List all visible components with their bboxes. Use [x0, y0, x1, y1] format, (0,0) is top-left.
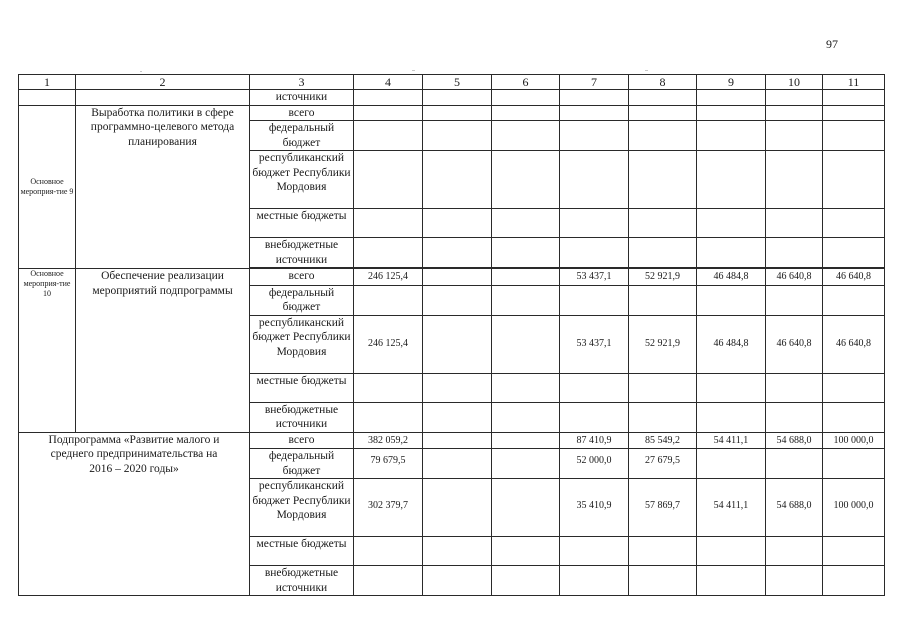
value-cell: 27 679,5 [629, 449, 697, 479]
col-header: 7 [560, 75, 629, 90]
cell [354, 566, 423, 596]
value-cell [766, 449, 823, 479]
cell [697, 373, 766, 402]
value-cell: 46 484,8 [697, 315, 766, 373]
col-header: 2 [76, 75, 250, 90]
cell [423, 121, 492, 151]
cell [823, 285, 885, 315]
cell [560, 566, 629, 596]
col-header: 1 [19, 75, 76, 90]
col-header: 10 [766, 75, 823, 90]
col-header: 9 [697, 75, 766, 90]
source-label: внебюджетные источники [250, 238, 354, 268]
source-label: федеральный бюджет [250, 285, 354, 315]
subprogram-name: Подпрограмма «Развитие малого и среднего предпринимательства на 2016 – 2020 годы» [19, 432, 250, 596]
scan-mark [412, 70, 415, 71]
cell [354, 151, 423, 209]
value-cell: 57 869,7 [629, 479, 697, 537]
cell [629, 209, 697, 238]
cell [823, 121, 885, 151]
cell [560, 121, 629, 151]
value-cell: 52 921,9 [629, 315, 697, 373]
cell [423, 238, 492, 268]
cell [823, 402, 885, 432]
cell [697, 402, 766, 432]
value-cell: 46 640,8 [823, 269, 885, 286]
value-cell: 54 411,1 [697, 432, 766, 449]
cell [697, 566, 766, 596]
cell [492, 285, 560, 315]
cell [19, 90, 76, 106]
source-label: федеральный бюджет [250, 121, 354, 151]
cell [492, 566, 560, 596]
value-cell: 53 437,1 [560, 269, 629, 286]
cell [423, 566, 492, 596]
budget-table [18, 74, 885, 596]
cell [354, 90, 423, 106]
scan-mark [645, 70, 648, 71]
source-label: республиканский бюджет Республики Мордовия [250, 151, 354, 209]
value-cell: 46 640,8 [766, 269, 823, 286]
source-label: местные бюджеты [250, 209, 354, 238]
col-header: 4 [354, 75, 423, 90]
cell [629, 566, 697, 596]
scan-mark [140, 71, 142, 72]
table-row [19, 90, 885, 106]
source-label: республиканский бюджет Республики Мордовия [250, 315, 354, 373]
value-cell [492, 269, 560, 286]
cell [492, 90, 560, 106]
source-label: федеральный бюджет [250, 449, 354, 479]
cell [354, 238, 423, 268]
cell [354, 105, 423, 121]
page-number: 97 [826, 37, 838, 51]
value-cell: 54 411,1 [697, 479, 766, 537]
cell [492, 151, 560, 209]
cell [423, 373, 492, 402]
cell [423, 209, 492, 238]
value-cell [423, 315, 492, 373]
value-cell [697, 449, 766, 479]
value-cell [423, 449, 492, 479]
value-cell: 382 059,2 [354, 432, 423, 449]
measure-9-label: Основное мероприя-тие 9 [19, 105, 76, 269]
cell [492, 537, 560, 566]
cell [354, 285, 423, 315]
value-cell: 54 688,0 [766, 479, 823, 537]
measure-9-name: Выработка политики в сфере программно-целевого метода планирования [76, 105, 250, 269]
cell [354, 209, 423, 238]
value-cell: 100 000,0 [823, 479, 885, 537]
cell [766, 402, 823, 432]
source-label: всего [250, 269, 354, 286]
cell [823, 238, 885, 268]
col-header: 3 [250, 75, 354, 90]
cell [629, 285, 697, 315]
value-cell [492, 449, 560, 479]
cell [354, 373, 423, 402]
value-cell: 100 000,0 [823, 432, 885, 449]
cell [423, 90, 492, 106]
cell [697, 90, 766, 106]
cell [354, 121, 423, 151]
cell [560, 151, 629, 209]
cell [492, 238, 560, 268]
value-cell: 52 000,0 [560, 449, 629, 479]
value-cell: 85 549,2 [629, 432, 697, 449]
cell [766, 121, 823, 151]
cell [766, 209, 823, 238]
table-row [19, 105, 885, 121]
cell [560, 238, 629, 268]
value-cell: 46 484,8 [697, 269, 766, 286]
source-label: всего [250, 105, 354, 121]
cell [423, 285, 492, 315]
header-row [19, 75, 885, 90]
cell [629, 238, 697, 268]
cell [823, 90, 885, 106]
col-header: 11 [823, 75, 885, 90]
cell [766, 151, 823, 209]
cell [766, 238, 823, 268]
cell [629, 90, 697, 106]
source-label: внебюджетные источники [250, 402, 354, 432]
cell [766, 566, 823, 596]
cell [354, 537, 423, 566]
cell [766, 90, 823, 106]
cell [697, 151, 766, 209]
cell [560, 537, 629, 566]
cell [629, 537, 697, 566]
cell [697, 238, 766, 268]
value-cell: 54 688,0 [766, 432, 823, 449]
cell [354, 402, 423, 432]
value-cell [492, 315, 560, 373]
value-cell: 79 679,5 [354, 449, 423, 479]
measure-10-label: Основное мероприя-тие 10 [19, 269, 76, 433]
cell [492, 373, 560, 402]
cell [697, 537, 766, 566]
cell [766, 373, 823, 402]
source-label: местные бюджеты [250, 537, 354, 566]
value-cell: 246 125,4 [354, 315, 423, 373]
value-cell: 87 410,9 [560, 432, 629, 449]
cell [76, 90, 250, 106]
cell [823, 373, 885, 402]
value-cell [492, 479, 560, 537]
value-cell: 52 921,9 [629, 269, 697, 286]
cell [560, 285, 629, 315]
cell [697, 209, 766, 238]
source-label: местные бюджеты [250, 373, 354, 402]
value-cell: 46 640,8 [766, 315, 823, 373]
col-header: 6 [492, 75, 560, 90]
cell [560, 209, 629, 238]
source-label: республиканский бюджет Республики Мордовия [250, 479, 354, 537]
source-label: источники [250, 90, 354, 106]
value-cell: 53 437,1 [560, 315, 629, 373]
cell [766, 537, 823, 566]
cell [629, 151, 697, 209]
cell [629, 373, 697, 402]
measure-10-name: Обеспечение реализации мероприятий подпрограммы [76, 269, 250, 433]
cell [492, 105, 560, 121]
cell [423, 105, 492, 121]
cell [629, 402, 697, 432]
table-row [19, 432, 885, 449]
value-cell [423, 269, 492, 286]
col-header: 5 [423, 75, 492, 90]
cell [560, 402, 629, 432]
cell [423, 402, 492, 432]
cell [560, 105, 629, 121]
cell [629, 105, 697, 121]
cell [697, 285, 766, 315]
cell [766, 105, 823, 121]
cell [492, 209, 560, 238]
value-cell [492, 432, 560, 449]
cell [423, 537, 492, 566]
cell [492, 121, 560, 151]
value-cell: 246 125,4 [354, 269, 423, 286]
table-row [19, 269, 885, 286]
cell [823, 151, 885, 209]
col-header: 8 [629, 75, 697, 90]
cell [823, 209, 885, 238]
cell [823, 566, 885, 596]
cell [823, 105, 885, 121]
value-cell [423, 432, 492, 449]
source-label: всего [250, 432, 354, 449]
value-cell: 35 410,9 [560, 479, 629, 537]
cell [697, 121, 766, 151]
cell [492, 402, 560, 432]
value-cell: 46 640,8 [823, 315, 885, 373]
value-cell: 302 379,7 [354, 479, 423, 537]
cell [560, 373, 629, 402]
cell [423, 151, 492, 209]
cell [697, 105, 766, 121]
value-cell [423, 479, 492, 537]
source-label: внебюджетные источники [250, 566, 354, 596]
value-cell [823, 449, 885, 479]
cell [560, 90, 629, 106]
cell [823, 537, 885, 566]
cell [629, 121, 697, 151]
cell [766, 285, 823, 315]
